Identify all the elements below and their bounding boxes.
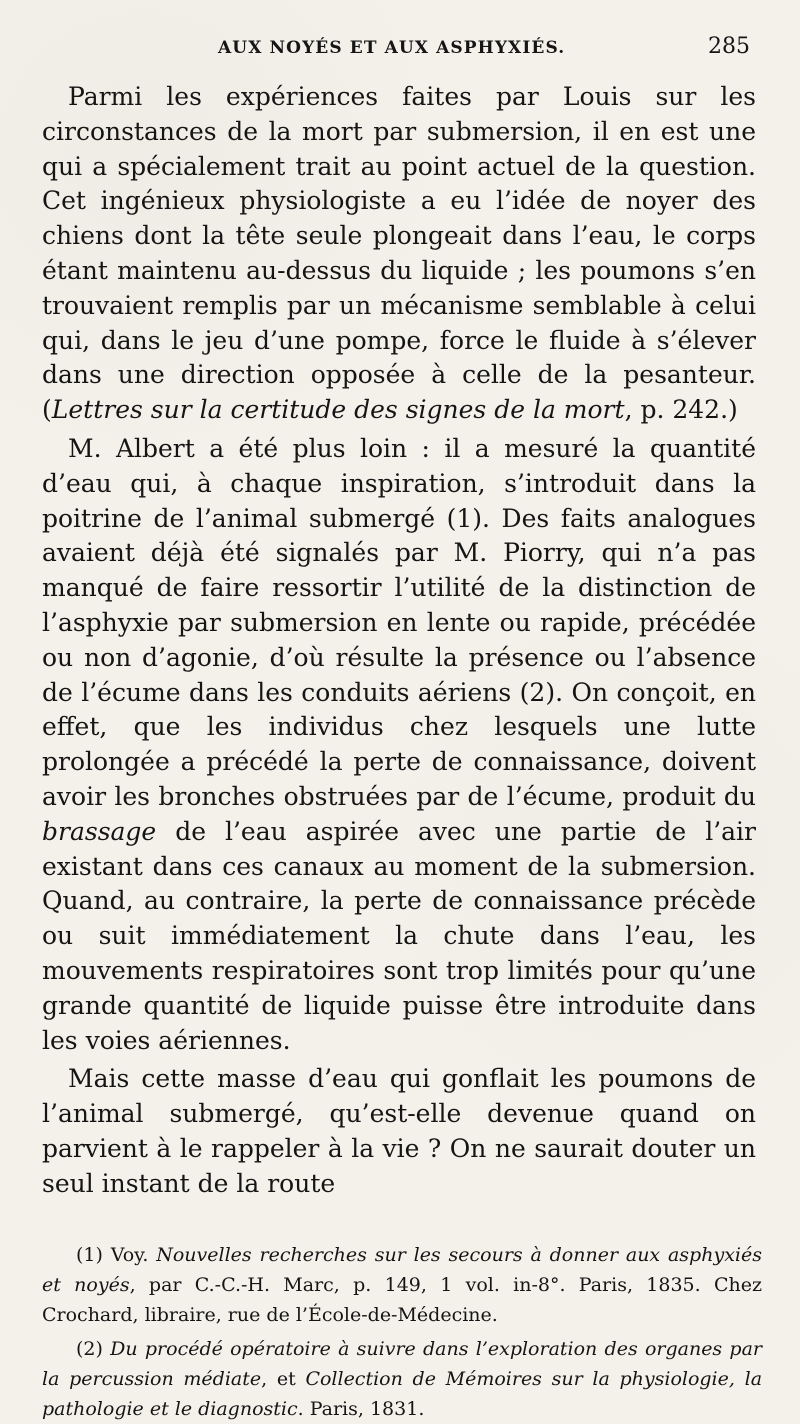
paragraph-1 (42, 80, 756, 428)
footnote-2-suffix: . Paris, 1831. (297, 1397, 425, 1420)
footnote-2-title-2: Collection de Mémoires sur la physiologie, la pathologie et le diagnostic (42, 1367, 763, 1420)
footnote-1-title: Nouvelles recherches sur les secours à donner aux asphyxiés et noyés (42, 1243, 762, 1296)
footnote-2-middle: , et (261, 1367, 306, 1390)
footnotes (42, 1240, 762, 1424)
paragraph-2-text: M. Albert a été plus loin : il a mesuré la quantité d’eau qui, à chaque inspiration, s’introduit dans la poitrine de l’animal submergé (1). Des faits analogues avaient déjà été signalés par M. Piorry, qui n’a pas manqué de faire ressortir l’utilité de la distinction de l’asphyxie par submersion en lente ou rapide, précédée ou non d’agonie, d’où résulte la présence ou l’absence de l’écume dans les conduits aériens (2). On conçoit, en effet, que les individus chez lesquels une lutte prolongée a précédé la perte de connaissance, doivent avoir les bronches obstruées par de l’écume, produit du (42, 433, 756, 811)
paragraph-1-end: , p. 242.) (624, 395, 738, 425)
footnote-2-prefix: (2) (76, 1337, 111, 1360)
footnote-2 (42, 1334, 762, 1424)
footnote-1-suffix: , par C.-C.-H. Marc, p. 149, 1 vol. in-8°. Paris, 1835. Chez Crochard, libraire, rue de l’École-de-Médecine. (42, 1273, 763, 1326)
footnote-1 (42, 1240, 762, 1330)
paragraph-2-italic-term: brassage (42, 816, 157, 846)
paragraph-2 (42, 432, 756, 1058)
main-text (42, 80, 756, 1202)
paragraph-1-italic-reference: Lettres sur la certitude des signes de la mort (51, 395, 625, 425)
page-header (42, 34, 758, 64)
footnote-2-title-1: Du procédé opératoire à suivre dans l’exploration des organes par la percussion médiate (42, 1337, 763, 1390)
paragraph-3: Mais cette masse d’eau qui gonflait les poumons de l’animal submergé, qu’est-elle devenue quand on parvient à le rappeler à la vie ? On ne saurait douter un seul instant de la route (42, 1064, 756, 1198)
footnote-1-prefix: (1) Voy. (76, 1243, 157, 1266)
paragraph-2-end: de l’eau aspirée avec une partie de l’air existant dans ces canaux au moment de la submersion. Quand, au contraire, la perte de connaissance précède ou suit immédiatement la chute dans l’eau, les mouvements respiratoires sont trop limités pour qu’une grande quantité de liquide puisse être introduite dans les voies aériennes. (42, 816, 756, 1055)
page-number: 285 (708, 34, 750, 59)
paragraph-1-text: Parmi les expériences faites par Louis sur les circonstances de la mort par submersion, il en est une qui a spécialement trait au point actuel de la question. Cet ingénieux physiologiste a eu l’idée de noyer des chiens dont la tête seule plongeait dans l’eau, le corps étant maintenu au-dessus du liquide ; les poumons s’en trouvaient remplis par un mécanisme semblable à celui qui, dans le jeu d’une pompe, force le fluide à s’élever dans une direction opposée à celle de la pesanteur. ( (42, 82, 756, 425)
running-title: AUX NOYÉS ET AUX ASPHYXIÉS. (218, 38, 566, 58)
